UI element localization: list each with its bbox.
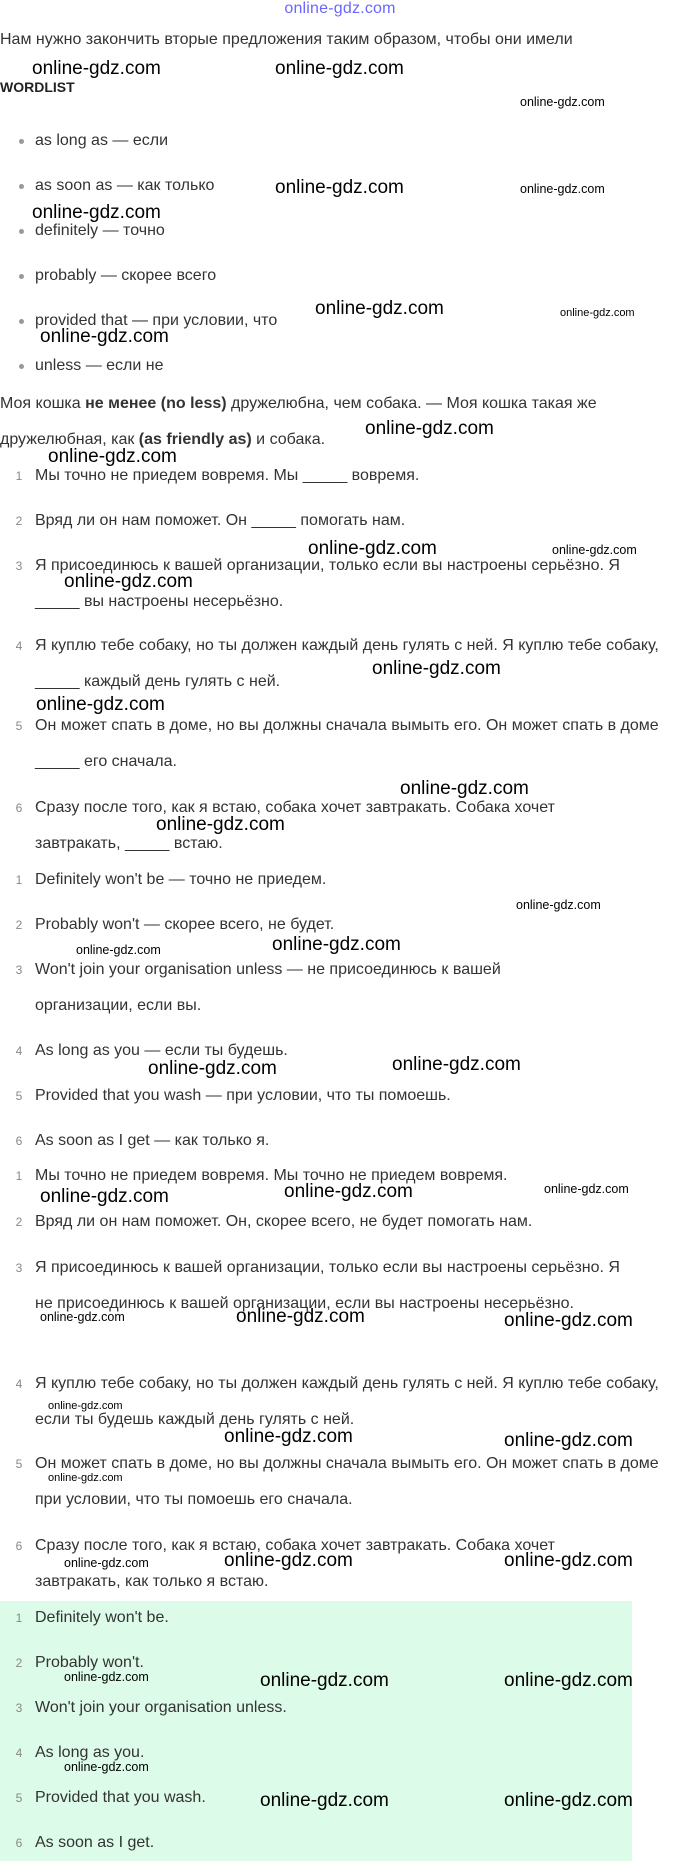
watermark: online-gdz.com <box>260 1790 389 1811</box>
watermark: online-gdz.com <box>308 538 437 559</box>
watermark: online-gdz.com <box>552 543 637 557</box>
watermark: online-gdz.com <box>504 1790 633 1811</box>
watermark: online-gdz.com <box>236 1306 365 1327</box>
watermark: online-gdz.com <box>64 1670 149 1684</box>
watermark: online-gdz.com <box>48 1400 123 1412</box>
watermark: online-gdz.com <box>400 778 529 799</box>
watermark: online-gdz.com <box>64 1556 149 1570</box>
watermark: online-gdz.com <box>365 418 494 439</box>
watermark: online-gdz.com <box>40 1186 169 1207</box>
wordlist-heading: WORDLIST <box>0 79 75 95</box>
watermark: online-gdz.com <box>224 1550 353 1571</box>
watermark: online-gdz.com <box>76 943 161 957</box>
watermark: online-gdz.com <box>272 934 401 955</box>
watermark: online-gdz.com <box>224 1426 353 1447</box>
watermark: online-gdz.com <box>32 202 161 223</box>
watermark: online-gdz.com <box>504 1670 633 1691</box>
wordlist-item: probably — скорее всего <box>35 267 216 285</box>
bullet-icon <box>19 319 24 324</box>
watermark: online-gdz.com <box>64 1760 149 1774</box>
bullet-icon <box>19 184 24 189</box>
watermark: online-gdz.com <box>504 1430 633 1451</box>
watermark: online-gdz.com <box>64 571 193 592</box>
wordlist-item: as soon as — как только <box>35 177 214 195</box>
grammar-rule: Моя кошка не менее (no less) дружелюбна, чем собака. — Моя кошка такая же дружелюбная, как (as friendly as) и собака. <box>0 395 597 448</box>
watermark: online-gdz.com <box>156 814 285 835</box>
answers-box <box>0 1601 632 1861</box>
bullet-icon <box>19 229 24 234</box>
watermark: online-gdz.com <box>32 58 161 79</box>
watermark: online-gdz.com <box>148 1058 277 1079</box>
watermark: online-gdz.com <box>275 58 404 79</box>
watermark: online-gdz.com <box>284 1181 413 1202</box>
watermark: online-gdz.com <box>504 1310 633 1331</box>
watermark: online-gdz.com <box>40 326 169 347</box>
watermark: online-gdz.com <box>520 95 605 109</box>
watermark: online-gdz.com <box>48 446 177 467</box>
watermark: online-gdz.com <box>372 658 501 679</box>
watermark: online-gdz.com <box>36 694 165 715</box>
bullet-icon <box>19 364 24 369</box>
watermark: online-gdz.com <box>560 307 635 319</box>
watermark: online-gdz.com <box>315 298 444 319</box>
bullet-icon <box>19 139 24 144</box>
intro-text: Нам нужно закончить вторые предложения таким образом, чтобы они имели <box>0 31 573 48</box>
wordlist-item: as long as — если <box>35 132 168 150</box>
wordlist-item: unless — если не <box>35 357 164 375</box>
watermark: online-gdz.com <box>392 1054 521 1075</box>
watermark: online-gdz.com <box>260 1670 389 1691</box>
watermark: online-gdz.com <box>40 1310 125 1324</box>
page-title: online-gdz.com <box>284 0 396 17</box>
watermark: online-gdz.com <box>520 182 605 196</box>
watermark: online-gdz.com <box>48 1472 123 1484</box>
bullet-icon <box>19 274 24 279</box>
wordlist-item: definitely — точно <box>35 222 165 240</box>
watermark: online-gdz.com <box>516 898 601 912</box>
watermark: online-gdz.com <box>275 177 404 198</box>
watermark: online-gdz.com <box>544 1182 629 1196</box>
watermark: online-gdz.com <box>504 1550 633 1571</box>
wordlist-item: provided that — при условии, что <box>35 312 277 330</box>
